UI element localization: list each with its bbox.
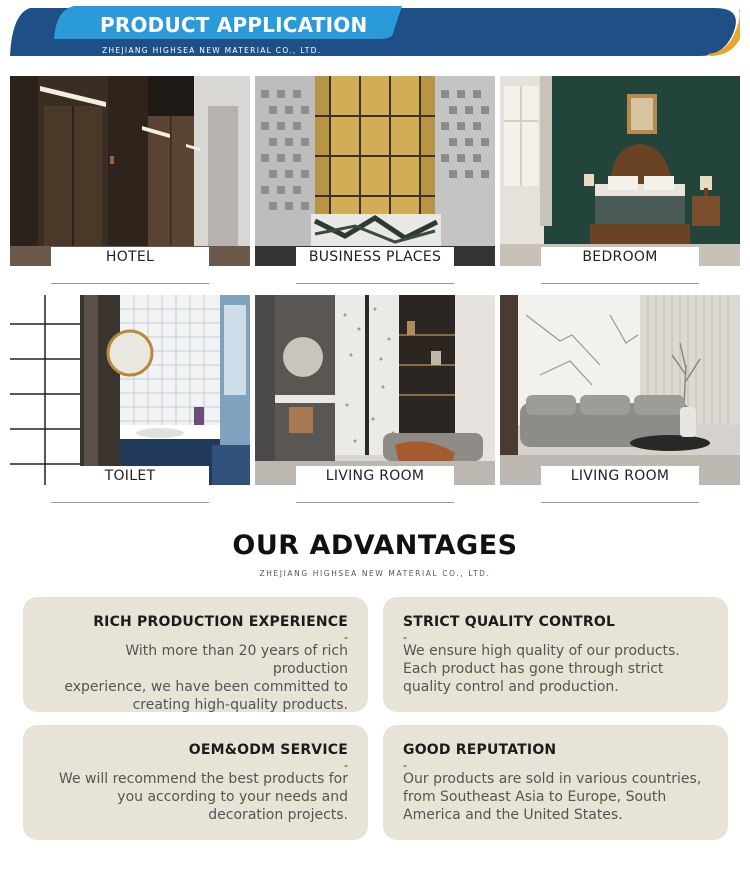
tile-label-box (296, 247, 454, 266)
tile-label: LIVING ROOM (325, 467, 425, 484)
label-underline (51, 283, 209, 284)
card-text-line: creating high-quality products. (132, 697, 348, 713)
card-text-line: from Southeast Asia to Europe, South (403, 789, 667, 805)
card-text (403, 642, 703, 696)
tile-label-box (51, 466, 209, 485)
application-tile-toilet[interactable] (10, 295, 250, 485)
advantages-title: OUR ADVANTAGES (232, 530, 518, 561)
card-title: OEM&ODM SERVICE (188, 742, 348, 758)
card-text-line: decoration projects. (208, 807, 348, 823)
label-underline (541, 283, 699, 284)
card-text-line: We ensure high quality of our products. (403, 643, 680, 659)
hotel-image (10, 76, 250, 266)
card-text-line: experience, we have been committed to (64, 679, 348, 695)
tile-label-box (296, 466, 454, 485)
bedroom-image (500, 76, 740, 266)
toilet-image (10, 295, 250, 485)
living-room-marble-image (500, 295, 740, 485)
tile-label: TOILET (104, 467, 156, 484)
tile-label-box (541, 247, 699, 266)
card-text-line: quality control and production. (403, 679, 619, 695)
tile-label-box (51, 247, 209, 266)
living-room-wardrobe-image (255, 295, 495, 485)
tile-label-box (541, 466, 699, 485)
label-underline (541, 502, 699, 503)
card-title: STRICT QUALITY CONTROL (403, 614, 616, 630)
application-tile-bedroom[interactable] (500, 76, 740, 266)
tile-label: LIVING ROOM (570, 467, 670, 484)
card-text-line: Each product has gone through strict (403, 661, 664, 677)
advantage-card-experience (23, 597, 368, 712)
card-text (48, 642, 348, 714)
card-title: GOOD REPUTATION (403, 742, 557, 758)
advantage-card-oem-odm (23, 725, 368, 840)
card-text (48, 770, 348, 824)
tile-label: BEDROOM (582, 248, 658, 265)
banner-title: PRODUCT APPLICATION (100, 13, 368, 37)
card-text (403, 770, 703, 824)
card-title-mark: - (403, 631, 407, 644)
card-text-line: Our products are sold in various countries, (403, 771, 702, 787)
card-title-mark: - (403, 759, 407, 772)
label-underline (296, 502, 454, 503)
header-banner (10, 6, 740, 56)
banner-subtitle: ZHEJIANG HIGHSEA NEW MATERIAL CO., LTD. (102, 46, 322, 55)
application-tile-business[interactable] (255, 76, 495, 266)
card-title-mark: - (344, 631, 348, 644)
card-text-line: We will recommend the best products for (58, 771, 348, 787)
label-underline (296, 283, 454, 284)
card-title: RICH PRODUCTION EXPERIENCE (93, 614, 348, 630)
business-image (255, 76, 495, 266)
card-text-line: With more than 20 years of rich production (125, 643, 348, 677)
application-tile-living-room-1[interactable] (255, 295, 495, 485)
tile-label: HOTEL (105, 248, 155, 265)
card-text-line: America and the United States. (403, 807, 623, 823)
advantages-subtitle: ZHEJIANG HIGHSEA NEW MATERIAL CO., LTD. (259, 569, 491, 578)
tile-label: BUSINESS PLACES (308, 248, 442, 265)
application-tile-hotel[interactable] (10, 76, 250, 266)
application-tile-living-room-2[interactable] (500, 295, 740, 485)
label-underline (51, 502, 209, 503)
advantage-card-quality (383, 597, 728, 712)
card-text-line: you according to your needs and (117, 789, 348, 805)
card-title-mark: - (344, 759, 348, 772)
advantage-card-reputation (383, 725, 728, 840)
